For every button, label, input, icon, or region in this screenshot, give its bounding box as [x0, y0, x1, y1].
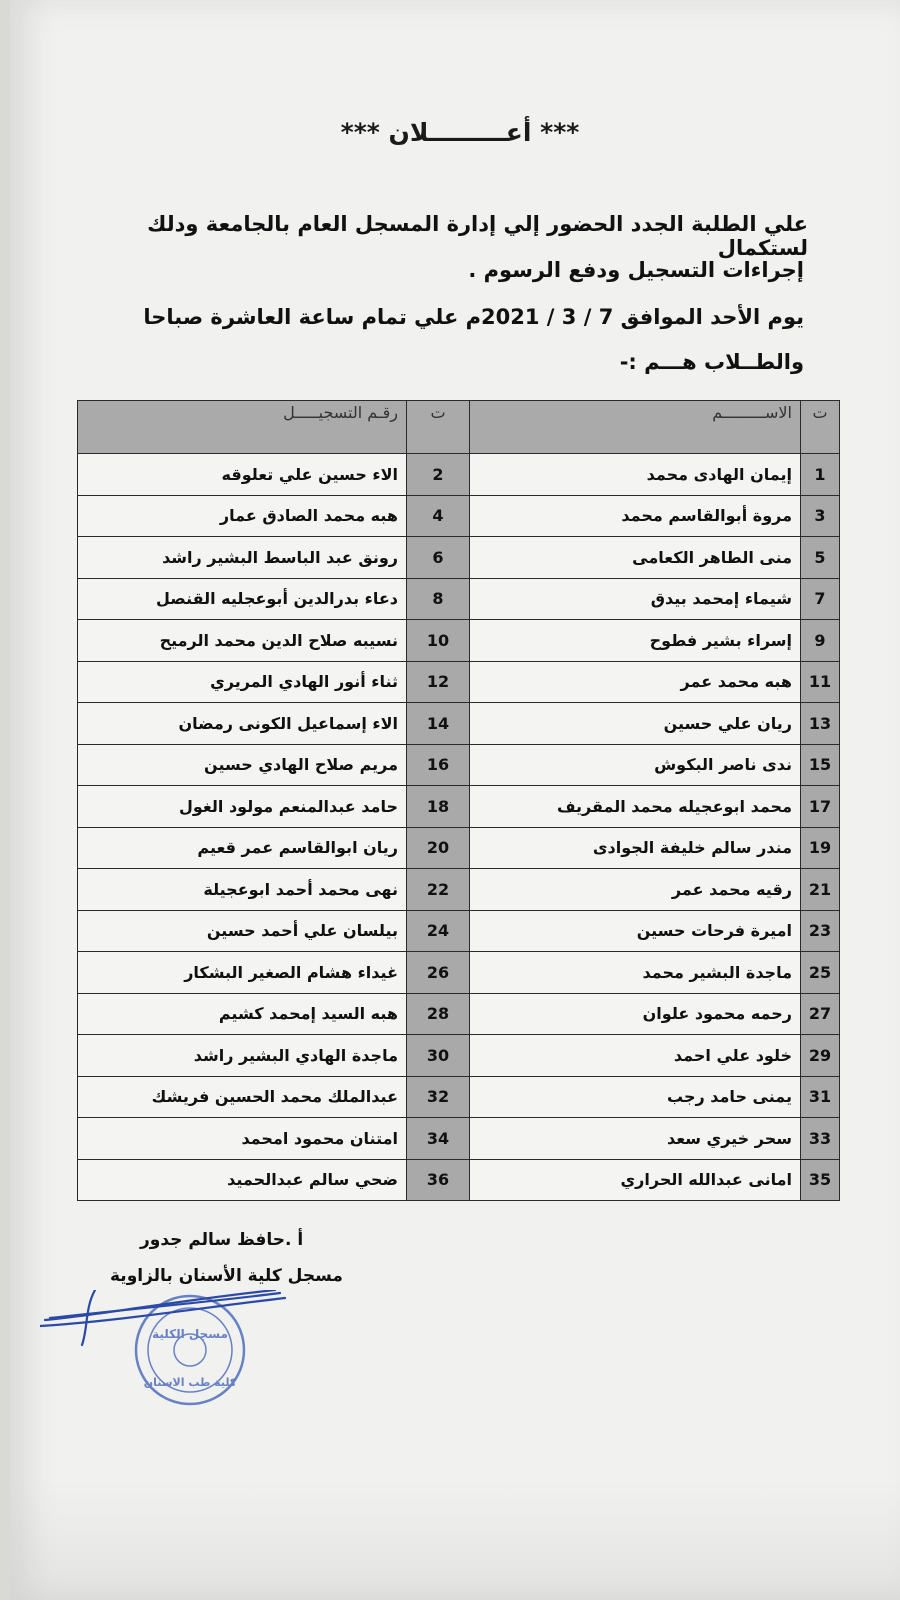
- student-name-left: الاء حسين علي تعلوقه: [78, 454, 407, 496]
- row-number-left: 36: [407, 1159, 470, 1201]
- row-number-left: 12: [407, 661, 470, 703]
- row-number-left: 20: [407, 827, 470, 869]
- row-number-right: 7: [801, 578, 840, 620]
- student-name-right: مندر سالم خليفة الجوادى: [470, 827, 801, 869]
- student-name-left: بيلسان علي أحمد حسين: [78, 910, 407, 952]
- student-name-left: عبدالملك محمد الحسين فريشك: [78, 1076, 407, 1118]
- student-name-right: امانى عبدالله الحراري: [470, 1159, 801, 1201]
- student-name-left: ريان ابوالقاسم عمر قعيم: [78, 827, 407, 869]
- header-name-left: رقـم التسجيـــــل: [78, 401, 407, 454]
- table-row: [78, 661, 840, 703]
- intro-line-4: والطــلاب هـــم :-: [619, 350, 804, 374]
- row-number-right: 25: [801, 952, 840, 994]
- student-name-right: شيماء إمحمد بيدق: [470, 578, 801, 620]
- student-name-right: محمد ابوعجيله محمد المقريف: [470, 786, 801, 828]
- signer-office: مسجل كلية الأسنان بالزاوية: [110, 1266, 343, 1286]
- page-shadow: [10, 1480, 900, 1600]
- row-number-left: 2: [407, 454, 470, 496]
- row-number-left: 10: [407, 620, 470, 662]
- table-row: [78, 1076, 840, 1118]
- row-number-right: 29: [801, 1035, 840, 1077]
- row-number-left: 16: [407, 744, 470, 786]
- row-number-left: 26: [407, 952, 470, 994]
- row-number-left: 34: [407, 1118, 470, 1160]
- row-number-left: 28: [407, 993, 470, 1035]
- row-number-left: 6: [407, 537, 470, 579]
- student-name-right: هبه محمد عمر: [470, 661, 801, 703]
- table-row: [78, 952, 840, 994]
- row-number-right: 19: [801, 827, 840, 869]
- row-number-right: 1: [801, 454, 840, 496]
- student-name-left: مريم صلاح الهادي حسين: [78, 744, 407, 786]
- table-row: [78, 454, 840, 496]
- table-row: [78, 993, 840, 1035]
- announcement-title: *** أعـــــــــلان ***: [340, 118, 580, 147]
- header-name-right: الاســـــــــم: [470, 401, 801, 454]
- row-number-right: 15: [801, 744, 840, 786]
- row-number-right: 35: [801, 1159, 840, 1201]
- student-name-left: حامد عبدالمنعم مولود الغول: [78, 786, 407, 828]
- student-name-right: سحر خيري سعد: [470, 1118, 801, 1160]
- header-number-left: ت: [407, 401, 470, 454]
- row-number-right: 17: [801, 786, 840, 828]
- student-name-left: ثناء أنور الهادي المريري: [78, 661, 407, 703]
- row-number-left: 24: [407, 910, 470, 952]
- student-name-right: ندى ناصر البكوش: [470, 744, 801, 786]
- student-name-left: دعاء بدرالدين أبوعجليه القنصل: [78, 578, 407, 620]
- row-number-right: 21: [801, 869, 840, 911]
- stamp-seal: [136, 1296, 244, 1404]
- table-row: [78, 910, 840, 952]
- table-header-row: [78, 401, 840, 454]
- student-name-right: رقيه محمد عمر: [470, 869, 801, 911]
- table-row: [78, 869, 840, 911]
- signer-name: أ .حافظ سالم جدور: [140, 1230, 304, 1250]
- row-number-right: 23: [801, 910, 840, 952]
- signature-and-stamp: [40, 1290, 320, 1470]
- row-number-left: 14: [407, 703, 470, 745]
- table-row: [78, 495, 840, 537]
- student-name-left: الاء إسماعيل الكونى رمضان: [78, 703, 407, 745]
- student-name-left: هبه محمد الصادق عمار: [78, 495, 407, 537]
- table-row: [78, 786, 840, 828]
- table-row: [78, 620, 840, 662]
- student-name-right: مروة أبوالقاسم محمد: [470, 495, 801, 537]
- student-name-right: إيمان الهادى محمد: [470, 454, 801, 496]
- table-row: [78, 703, 840, 745]
- table-row: [78, 537, 840, 579]
- row-number-right: 13: [801, 703, 840, 745]
- student-name-right: ريان علي حسين: [470, 703, 801, 745]
- row-number-right: 5: [801, 537, 840, 579]
- svg-text:كلية طب الاسنان: كلية طب الاسنان: [143, 1376, 237, 1389]
- table-row: [78, 1035, 840, 1077]
- student-name-left: هبه السيد إمحمد كشيم: [78, 993, 407, 1035]
- intro-line-2: إجراءات التسجيل ودفع الرسوم .: [468, 258, 804, 282]
- student-name-right: منى الطاهر الكعامى: [470, 537, 801, 579]
- header-number-right: ت: [801, 401, 840, 454]
- students-table: [77, 400, 840, 1201]
- row-number-right: 33: [801, 1118, 840, 1160]
- student-name-left: رونق عبد الباسط البشير راشد: [78, 537, 407, 579]
- row-number-right: 31: [801, 1076, 840, 1118]
- row-number-left: 30: [407, 1035, 470, 1077]
- table-row: [78, 827, 840, 869]
- table-row: [78, 1159, 840, 1201]
- row-number-right: 11: [801, 661, 840, 703]
- table-row: [78, 578, 840, 620]
- row-number-left: 32: [407, 1076, 470, 1118]
- svg-text:مسجل الكلية: مسجل الكلية: [152, 1327, 228, 1341]
- row-number-left: 22: [407, 869, 470, 911]
- student-name-right: رحمه محمود علوان: [470, 993, 801, 1035]
- intro-line-3: يوم الأحد الموافق 7 / 3 / 2021م علي تمام ساعة العاشرة صباحا: [143, 305, 804, 329]
- student-name-left: ضحي سالم عبدالحميد: [78, 1159, 407, 1201]
- paper-sheet: [10, 0, 900, 1600]
- student-name-left: نسيبه صلاح الدين محمد الرميح: [78, 620, 407, 662]
- row-number-right: 3: [801, 495, 840, 537]
- row-number-left: 4: [407, 495, 470, 537]
- student-name-right: اميرة فرحات حسين: [470, 910, 801, 952]
- student-name-left: امتنان محمود امحمد: [78, 1118, 407, 1160]
- student-name-right: ماجدة البشير محمد: [470, 952, 801, 994]
- student-name-left: غيداء هشام الصغير البشكار: [78, 952, 407, 994]
- student-name-left: ماجدة الهادي البشير راشد: [78, 1035, 407, 1077]
- student-name-left: نهى محمد أحمد ابوعجيلة: [78, 869, 407, 911]
- student-name-right: خلود علي احمد: [470, 1035, 801, 1077]
- intro-line-1: علي الطلبة الجدد الحضور إلي إدارة المسجل العام بالجامعة ودلك لستكمال: [147, 212, 808, 260]
- student-name-right: يمنى حامد رجب: [470, 1076, 801, 1118]
- table-row: [78, 744, 840, 786]
- row-number-left: 8: [407, 578, 470, 620]
- student-name-right: إسراء بشير فطوح: [470, 620, 801, 662]
- row-number-left: 18: [407, 786, 470, 828]
- row-number-right: 27: [801, 993, 840, 1035]
- table-row: [78, 1118, 840, 1160]
- row-number-right: 9: [801, 620, 840, 662]
